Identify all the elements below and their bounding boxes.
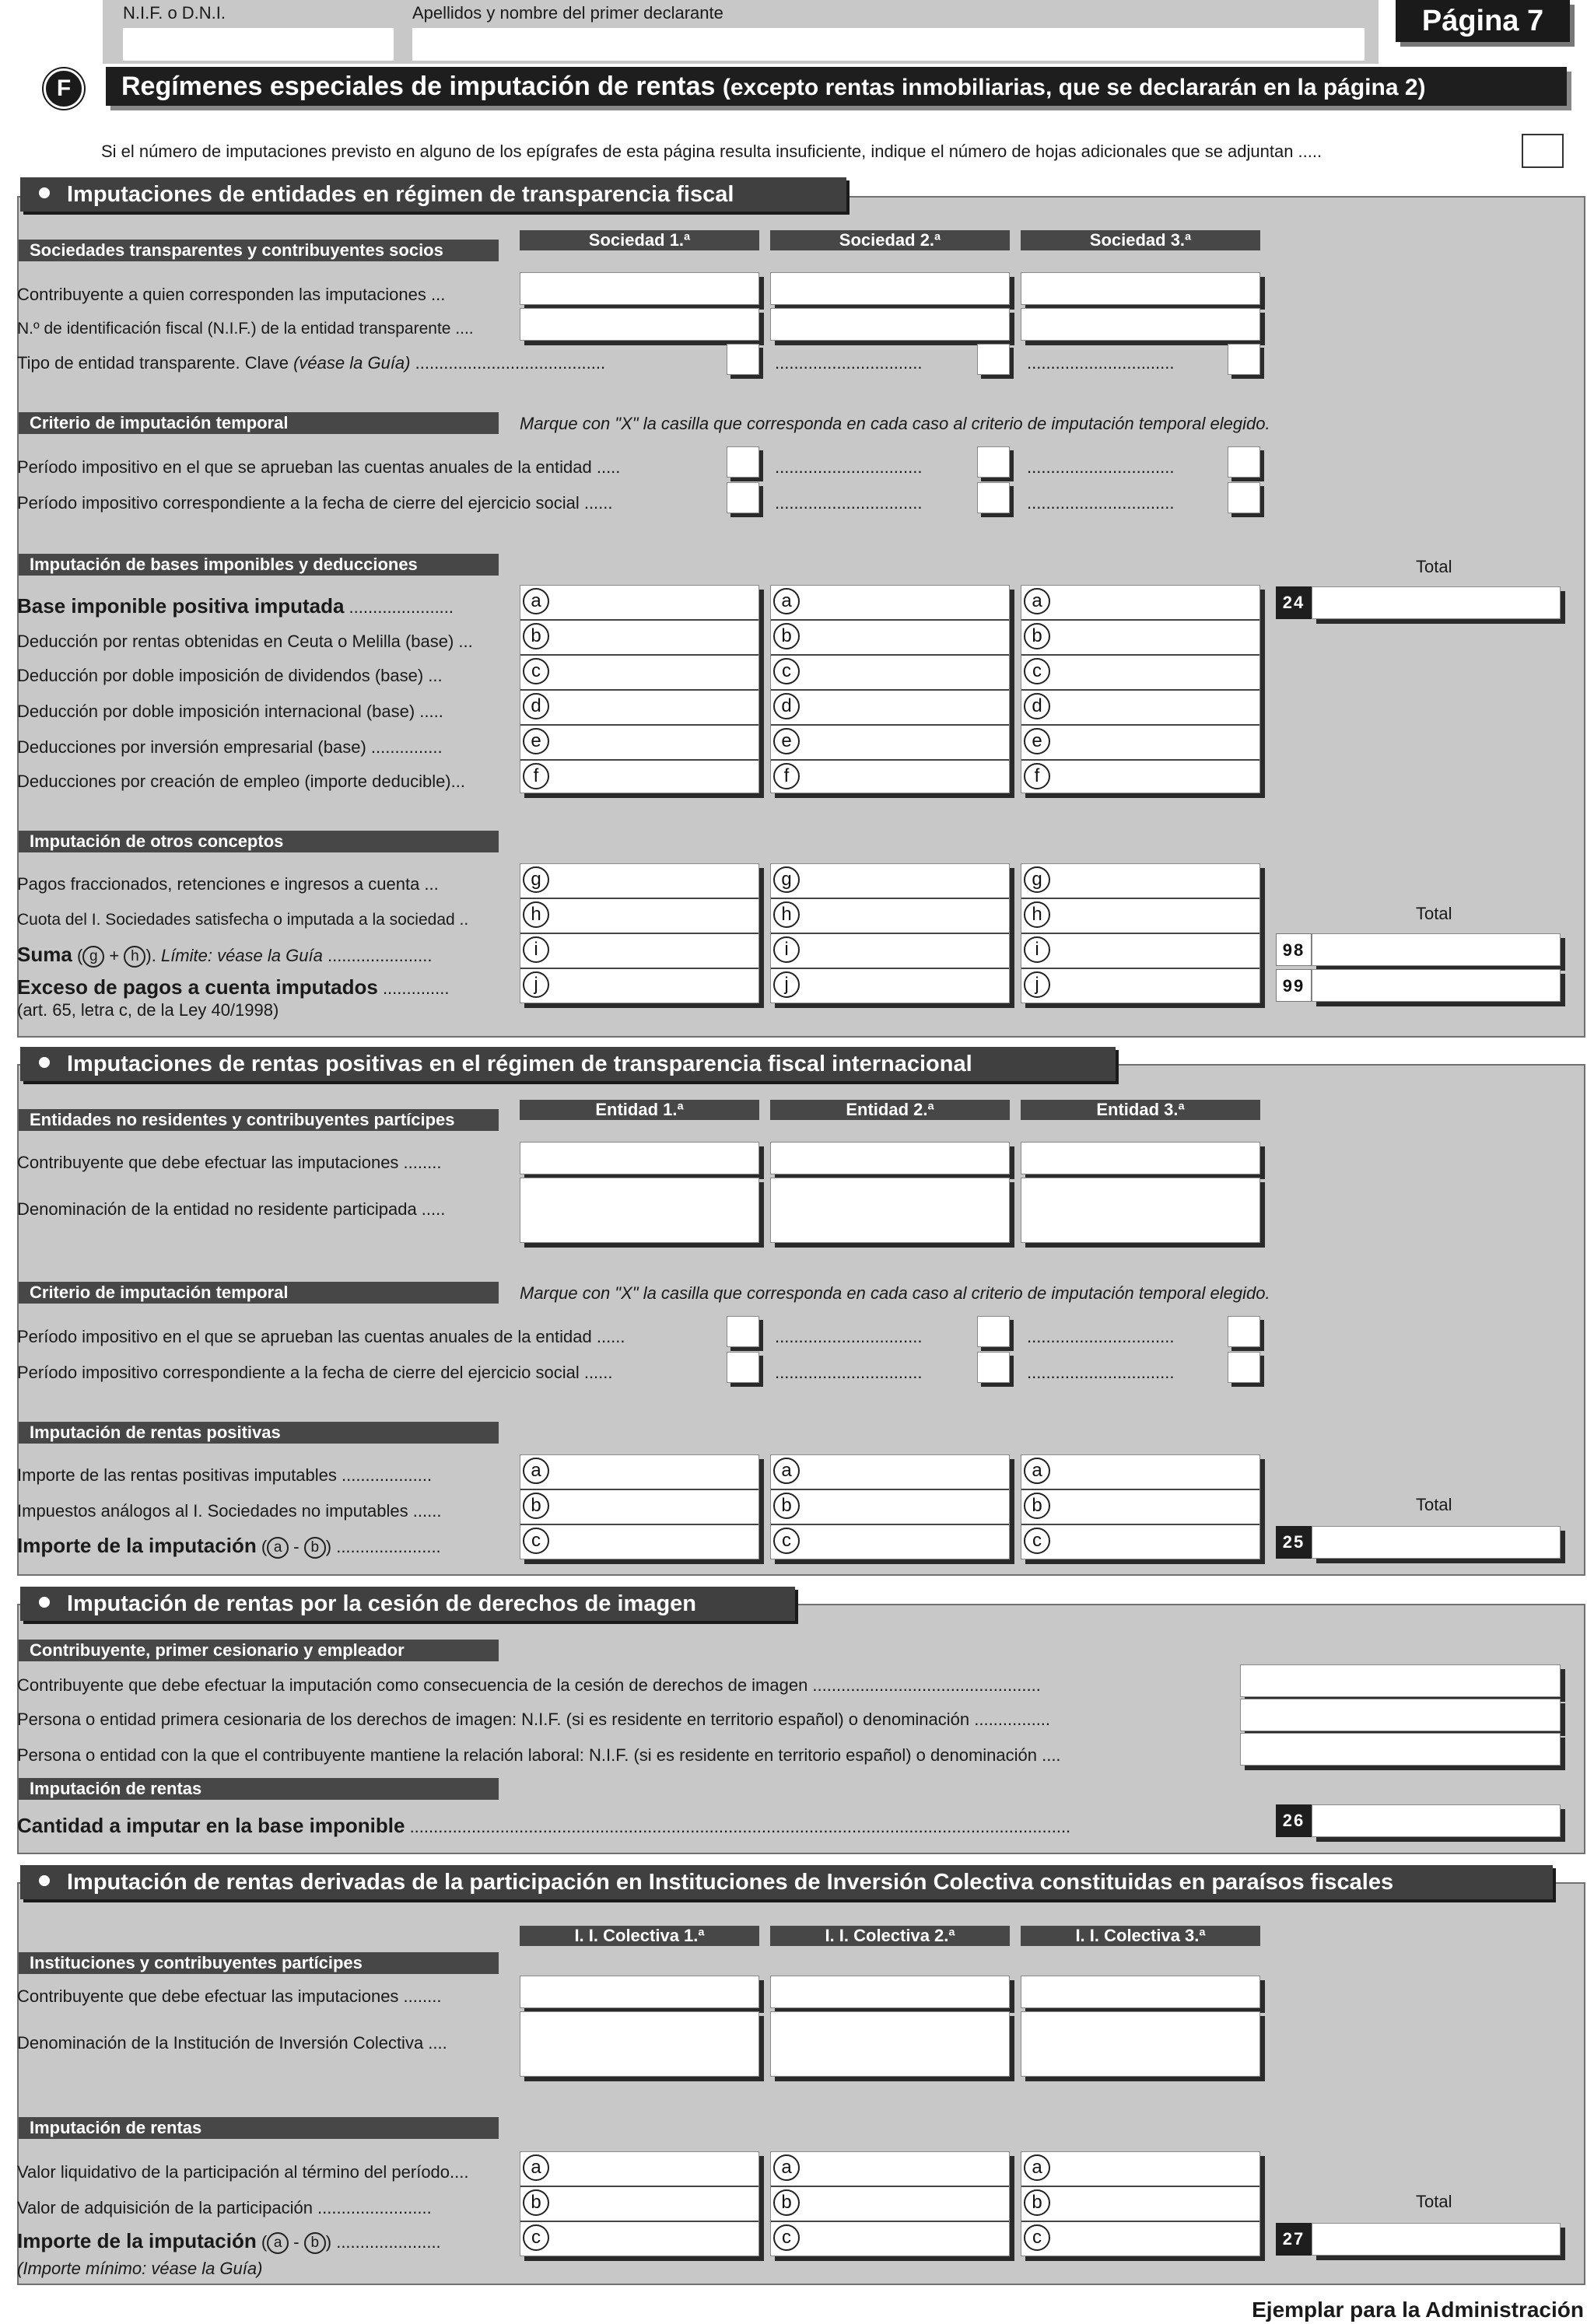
label-ded-d: Deducción por doble imposición internacional (base) ..... [17,702,443,721]
letter-b: b [1024,2189,1050,2216]
section-iic-title [20,1865,1553,1899]
label-contrib-tfi: Contribuyente que debe efectuar las imputaciones ........ [17,1153,442,1172]
letter-h: h [1024,901,1050,928]
sub-otros: Imputación de otros conceptos [19,831,499,852]
grid-otros-soc1 [520,863,759,1003]
field-iic3-denom[interactable] [1021,2011,1260,2077]
grid-otros-soc2 [770,863,1010,1003]
letter-a: a [523,2154,549,2181]
letter-a: a [1024,588,1050,614]
section-letter-f: F [44,68,84,109]
label-imagen-2: Persona o entidad primera cesionaria de los derechos de imagen: N.I.F. (si es residente en territorio español) o denominación ................ [17,1710,1051,1729]
label-ded-f: Deducciones por creación de empleo (importe deducible)... [17,772,465,791]
field-ent1-denom[interactable] [520,1178,759,1243]
total-label-98: Total [1416,904,1452,923]
crit2-ent3-dots: ............................... [1027,1363,1175,1382]
crit2-soc2-dots: ............................... [775,493,923,513]
crit2-soc1-box[interactable] [727,482,759,513]
label-pagos: Pagos fraccionados, retenciones e ingresos a cuenta ... [17,874,439,894]
field-iic3-contrib[interactable] [1021,1976,1260,2008]
grid-bases-soc1 [520,585,759,793]
section-f-title-main: Regímenes especiales de imputación de rentas [121,72,716,101]
letter-b: b [523,2189,549,2216]
field-soc3-nif[interactable] [1021,308,1260,341]
letter-a: a [523,588,549,614]
letter-h: h [523,901,549,928]
letter-a: a [773,1458,800,1484]
label-contribuyente: Contribuyente a quien corresponden las imputaciones ... [17,285,446,304]
letter-a: a [1024,1458,1050,1484]
crit1-soc2-box[interactable] [977,446,1010,478]
letter-f: f [523,763,549,789]
section-transparencia-title [20,177,846,212]
letter-c: c [523,658,549,684]
label-crit2-1: Período impositivo correspondiente a la fecha de cierre del ejercicio social ...... [17,493,613,513]
letter-a: a [773,588,800,614]
page-number: Página 7 [1396,0,1570,42]
field-soc2-nif[interactable] [770,308,1010,341]
tipo-soc3-box[interactable] [1228,344,1260,375]
letter-d: d [1024,693,1050,719]
col-iic-2: I. I. Colectiva 2.ª [770,1926,1010,1946]
crit2-soc2-box[interactable] [977,482,1010,513]
label-ded-e: Deducciones por inversión empresarial (base) ............... [17,737,443,757]
crit2-ent3-box[interactable] [1228,1352,1260,1383]
label-denom-iic: Denominación de la Institución de Inversión Colectiva .... [17,2033,447,2053]
letter-b: b [773,2189,800,2216]
letter-b: b [523,623,549,649]
label-contrib-iic: Contribuyente que debe efectuar las imputaciones ........ [17,1986,442,2006]
grid-bases-soc3 [1021,585,1260,793]
sub-contrib-cesionario: Contribuyente, primer cesionario y empleador [19,1640,499,1661]
letter-c: c [773,2224,800,2251]
extra-sheets-input[interactable] [1522,134,1564,168]
col-iic-3: I. I. Colectiva 3.ª [1021,1926,1260,1946]
letter-a: a [773,2154,800,2181]
section-imagen-title [20,1587,795,1621]
tipo-soc2-dots: ............................... [775,353,923,373]
crit2-soc3-dots: ............................... [1027,493,1175,513]
label-imputacion-tfi: Importe de la imputación ( a - b ) ...................... [17,1535,441,1559]
letter-j: j [523,971,549,998]
grid-bases-soc2 [770,585,1010,793]
label-crit1-1: Período impositivo en el que se aprueban las cuentas anuales de la entidad ..... [17,457,621,477]
letter-d: d [523,693,549,719]
sub-criterio-1: Criterio de imputación temporal [19,412,499,434]
grid-iic1 [520,2151,759,2256]
col-sociedad-3: Sociedad 3.ª [1021,230,1260,250]
sub-rentas-positivas: Imputación de rentas positivas [19,1422,499,1444]
field-soc3-contrib[interactable] [1021,272,1260,305]
letter-c: c [523,1528,549,1554]
letter-e: e [1024,728,1050,754]
field-ent1-contrib[interactable] [520,1142,759,1174]
letter-b: b [1024,623,1050,649]
letter-a: a [1024,2154,1050,2181]
grid-otros-soc3 [1021,863,1260,1003]
bullet-icon [39,187,50,198]
letter-b: b [523,1493,549,1519]
bullet-icon [39,1057,50,1068]
crit1-soc3-box[interactable] [1228,446,1260,478]
field-soc2-contrib[interactable] [770,272,1010,305]
field-soc1-nif[interactable] [520,308,759,341]
crit1-ent1-box[interactable] [727,1316,759,1347]
field-soc1-contrib[interactable] [520,272,759,305]
criterio-note-2: Marque con "X" la casilla que corresponda en cada caso al criterio de imputación temporal elegido. [520,1283,1270,1303]
sub-instituciones: Instituciones y contribuyentes partícipes [19,1952,499,1974]
letter-c: c [773,658,800,684]
crit2-ent1-box[interactable] [727,1352,759,1383]
section-tfi-title [20,1047,1116,1081]
label-ded-c: Deducción por doble imposición de dividendos (base) ... [17,666,443,685]
letter-g: g [773,866,800,893]
label-denom-tfi: Denominación de la entidad no residente participada ..... [17,1199,446,1219]
letter-e: e [523,728,549,754]
field-ent2-contrib[interactable] [770,1142,1010,1174]
letter-b: b [773,623,800,649]
total-27-input[interactable] [1312,2223,1561,2256]
label-exceso: Exceso de pagos a cuenta imputados .............. [17,975,450,999]
bullet-icon [39,1875,50,1886]
crit2-soc3-box[interactable] [1228,482,1260,513]
section-f-title-note: (excepto rentas inmobiliarias, que se declararán en la página 2) [722,75,1426,100]
total-99-input[interactable] [1312,969,1561,1002]
col-sociedad-1: Sociedad 1.ª [520,230,759,250]
crit1-soc3-dots: ............................... [1027,457,1175,477]
letter-i: i [773,936,800,963]
field-imagen-cesionario[interactable] [1240,1699,1561,1731]
grid-rentas-ent3 [1021,1454,1260,1559]
grid-iic2 [770,2151,1010,2256]
name-input[interactable] [412,28,1365,61]
label-imagen-1: Contribuyente que debe efectuar la imputación como consecuencia de la cesión de derechos de imagen ................................................ [17,1675,1041,1695]
label-importe-rentas: Importe de las rentas positivas imputables ................... [17,1465,433,1485]
crit1-soc2-dots: ............................... [775,457,923,477]
name-label: Apellidos y nombre del primer declarante [412,3,723,23]
label-crit2-2: Período impositivo correspondiente a la fecha de cierre del ejercicio social ...... [17,1363,613,1382]
col-iic-1: I. I. Colectiva 1.ª [520,1926,759,1946]
label-ded-b: Deducción por rentas obtenidas en Ceuta o Melilla (base) ... [17,632,473,651]
section-imagen-title-text: Imputación de rentas por la cesión de derechos de imagen [67,1591,696,1616]
letter-j: j [1024,971,1050,998]
field-imagen-empleador[interactable] [1240,1733,1561,1766]
total-25-input[interactable] [1312,1526,1561,1559]
field-iic1-contrib[interactable] [520,1976,759,2008]
field-iic1-denom[interactable] [520,2011,759,2077]
label-tipo-entidad: Tipo de entidad transparente. Clave (véase la Guía) ........................................ [17,353,606,373]
field-imagen-contrib[interactable] [1240,1664,1561,1697]
total-label-24: Total [1416,557,1452,576]
total-24-input[interactable] [1312,586,1561,619]
tipo-soc1-box[interactable] [727,344,759,375]
crit1-ent3-box[interactable] [1228,1316,1260,1347]
letter-c: c [773,1528,800,1554]
letter-c: c [1024,1528,1050,1554]
label-crit1-2: Período impositivo en el que se aprueban las cuentas anuales de la entidad ...... [17,1327,625,1346]
sub-bases: Imputación de bases imponibles y deducciones [19,554,499,576]
sub-rentas-iic: Imputación de rentas [19,2117,499,2139]
letter-i: i [523,936,549,963]
field-ent3-denom[interactable] [1021,1178,1260,1243]
letter-g: g [1024,866,1050,893]
field-ent3-contrib[interactable] [1021,1142,1260,1174]
letter-f: f [773,763,800,789]
total-98-input[interactable] [1312,933,1561,966]
tipo-soc3-dots: ............................... [1027,353,1175,373]
letter-b: b [773,1493,800,1519]
field-iic2-denom[interactable] [770,2011,1010,2077]
crit1-ent3-dots: ............................... [1027,1327,1175,1346]
tipo-soc2-box[interactable] [977,344,1010,375]
sub-criterio-2: Criterio de imputación temporal [19,1282,499,1304]
nif-label: N.I.F. o D.N.I. [123,3,226,23]
letter-a: a [523,1458,549,1484]
letter-b: b [1024,1493,1050,1519]
code-25: 25 [1276,1526,1312,1559]
criterio-note-1: Marque con "X" la casilla que corresponda en cada caso al criterio de imputación temporal elegido. [520,414,1270,433]
total-label-25: Total [1416,1495,1452,1514]
section-iic-title-text: Imputación de rentas derivadas de la participación en Instituciones de Inversión Colectiva constituidas en paraísos fiscales [67,1870,1394,1895]
crit2-ent2-dots: ............................... [775,1363,923,1382]
col-entidad-3: Entidad 3.ª [1021,1100,1260,1120]
label-imagen-3: Persona o entidad con la que el contribuyente mantiene la relación laboral: N.I.F. (si es residente en territorio español) o denominación .... [17,1745,1061,1765]
code-99: 99 [1276,969,1312,1002]
code-24: 24 [1276,586,1312,619]
label-exceso-note: (art. 65, letra c, de la Ley 40/1998) [17,1000,279,1020]
code-27: 27 [1276,2223,1312,2256]
letter-c: c [1024,2224,1050,2251]
label-minimo: (Importe mínimo: véase la Guía) [17,2259,263,2278]
grid-rentas-ent1 [520,1454,759,1559]
letter-e: e [773,728,800,754]
total-26-input[interactable] [1312,1804,1561,1837]
sub-entidades: Entidades no residentes y contribuyentes partícipes [19,1109,499,1131]
label-imputacion-iic: Importe de la imputación ( a - b ) ...................... [17,2231,441,2254]
label-cantidad: Cantidad a imputar en la base imponible ........................................................................................................................................... [17,1814,1071,1837]
label-nif-entidad: N.º de identificación fiscal (N.I.F.) de la entidad transparente .... [17,320,474,338]
col-entidad-1: Entidad 1.ª [520,1100,759,1120]
letter-f: f [1024,763,1050,789]
sub-rentas-imagen: Imputación de rentas [19,1778,499,1800]
footer-copy-label: Ejemplar para la Administración [1252,2298,1584,2322]
letter-h: h [773,901,800,928]
crit1-ent2-dots: ............................... [775,1327,923,1346]
letter-d: d [773,693,800,719]
crit1-soc1-box[interactable] [727,446,759,478]
label-valor-liq: Valor liquidativo de la participación al término del período.... [17,2162,469,2182]
nif-input[interactable] [123,28,394,61]
label-base: Base imponible positiva imputada ...................... [17,594,454,618]
code-98: 98 [1276,933,1312,966]
letter-j: j [773,971,800,998]
section-tfi-title-text: Imputaciones de rentas positivas en el régimen de transparencia fiscal internacional [67,1052,972,1076]
letter-g: g [523,866,549,893]
field-iic2-contrib[interactable] [770,1976,1010,2008]
crit1-ent2-box[interactable] [977,1316,1010,1347]
letter-c: c [1024,658,1050,684]
sub-sociedades: Sociedades transparentes y contribuyentes socios [19,240,499,261]
letter-c: c [523,2224,549,2251]
section-transparencia-title-text: Imputaciones de entidades en régimen de transparencia fiscal [67,182,734,207]
field-ent2-denom[interactable] [770,1178,1010,1243]
section-f-title [106,67,1567,106]
col-entidad-2: Entidad 2.ª [770,1100,1010,1120]
letter-i: i [1024,936,1050,963]
extra-sheets-text: Si el número de imputaciones previsto en alguno de los epígrafes de esta página resulta insuficiente, indique el número de hojas adicionales que se adjuntan ..... [101,142,1322,161]
label-impuestos: Impuestos análogos al I. Sociedades no imputables ...... [17,1501,442,1521]
grid-iic3 [1021,2151,1260,2256]
grid-rentas-ent2 [770,1454,1010,1559]
label-cuota: Cuota del I. Sociedades satisfecha o imputada a la sociedad .. [17,911,469,929]
label-valor-adq: Valor de adquisición de la participación ........................ [17,2198,432,2217]
bullet-icon [39,1597,50,1608]
code-26: 26 [1276,1804,1312,1837]
crit2-ent2-box[interactable] [977,1352,1010,1383]
total-label-27: Total [1416,2192,1452,2211]
col-sociedad-2: Sociedad 2.ª [770,230,1010,250]
label-suma: Suma ( g + h ). Límite: véase la Guía ...................... [17,944,432,968]
